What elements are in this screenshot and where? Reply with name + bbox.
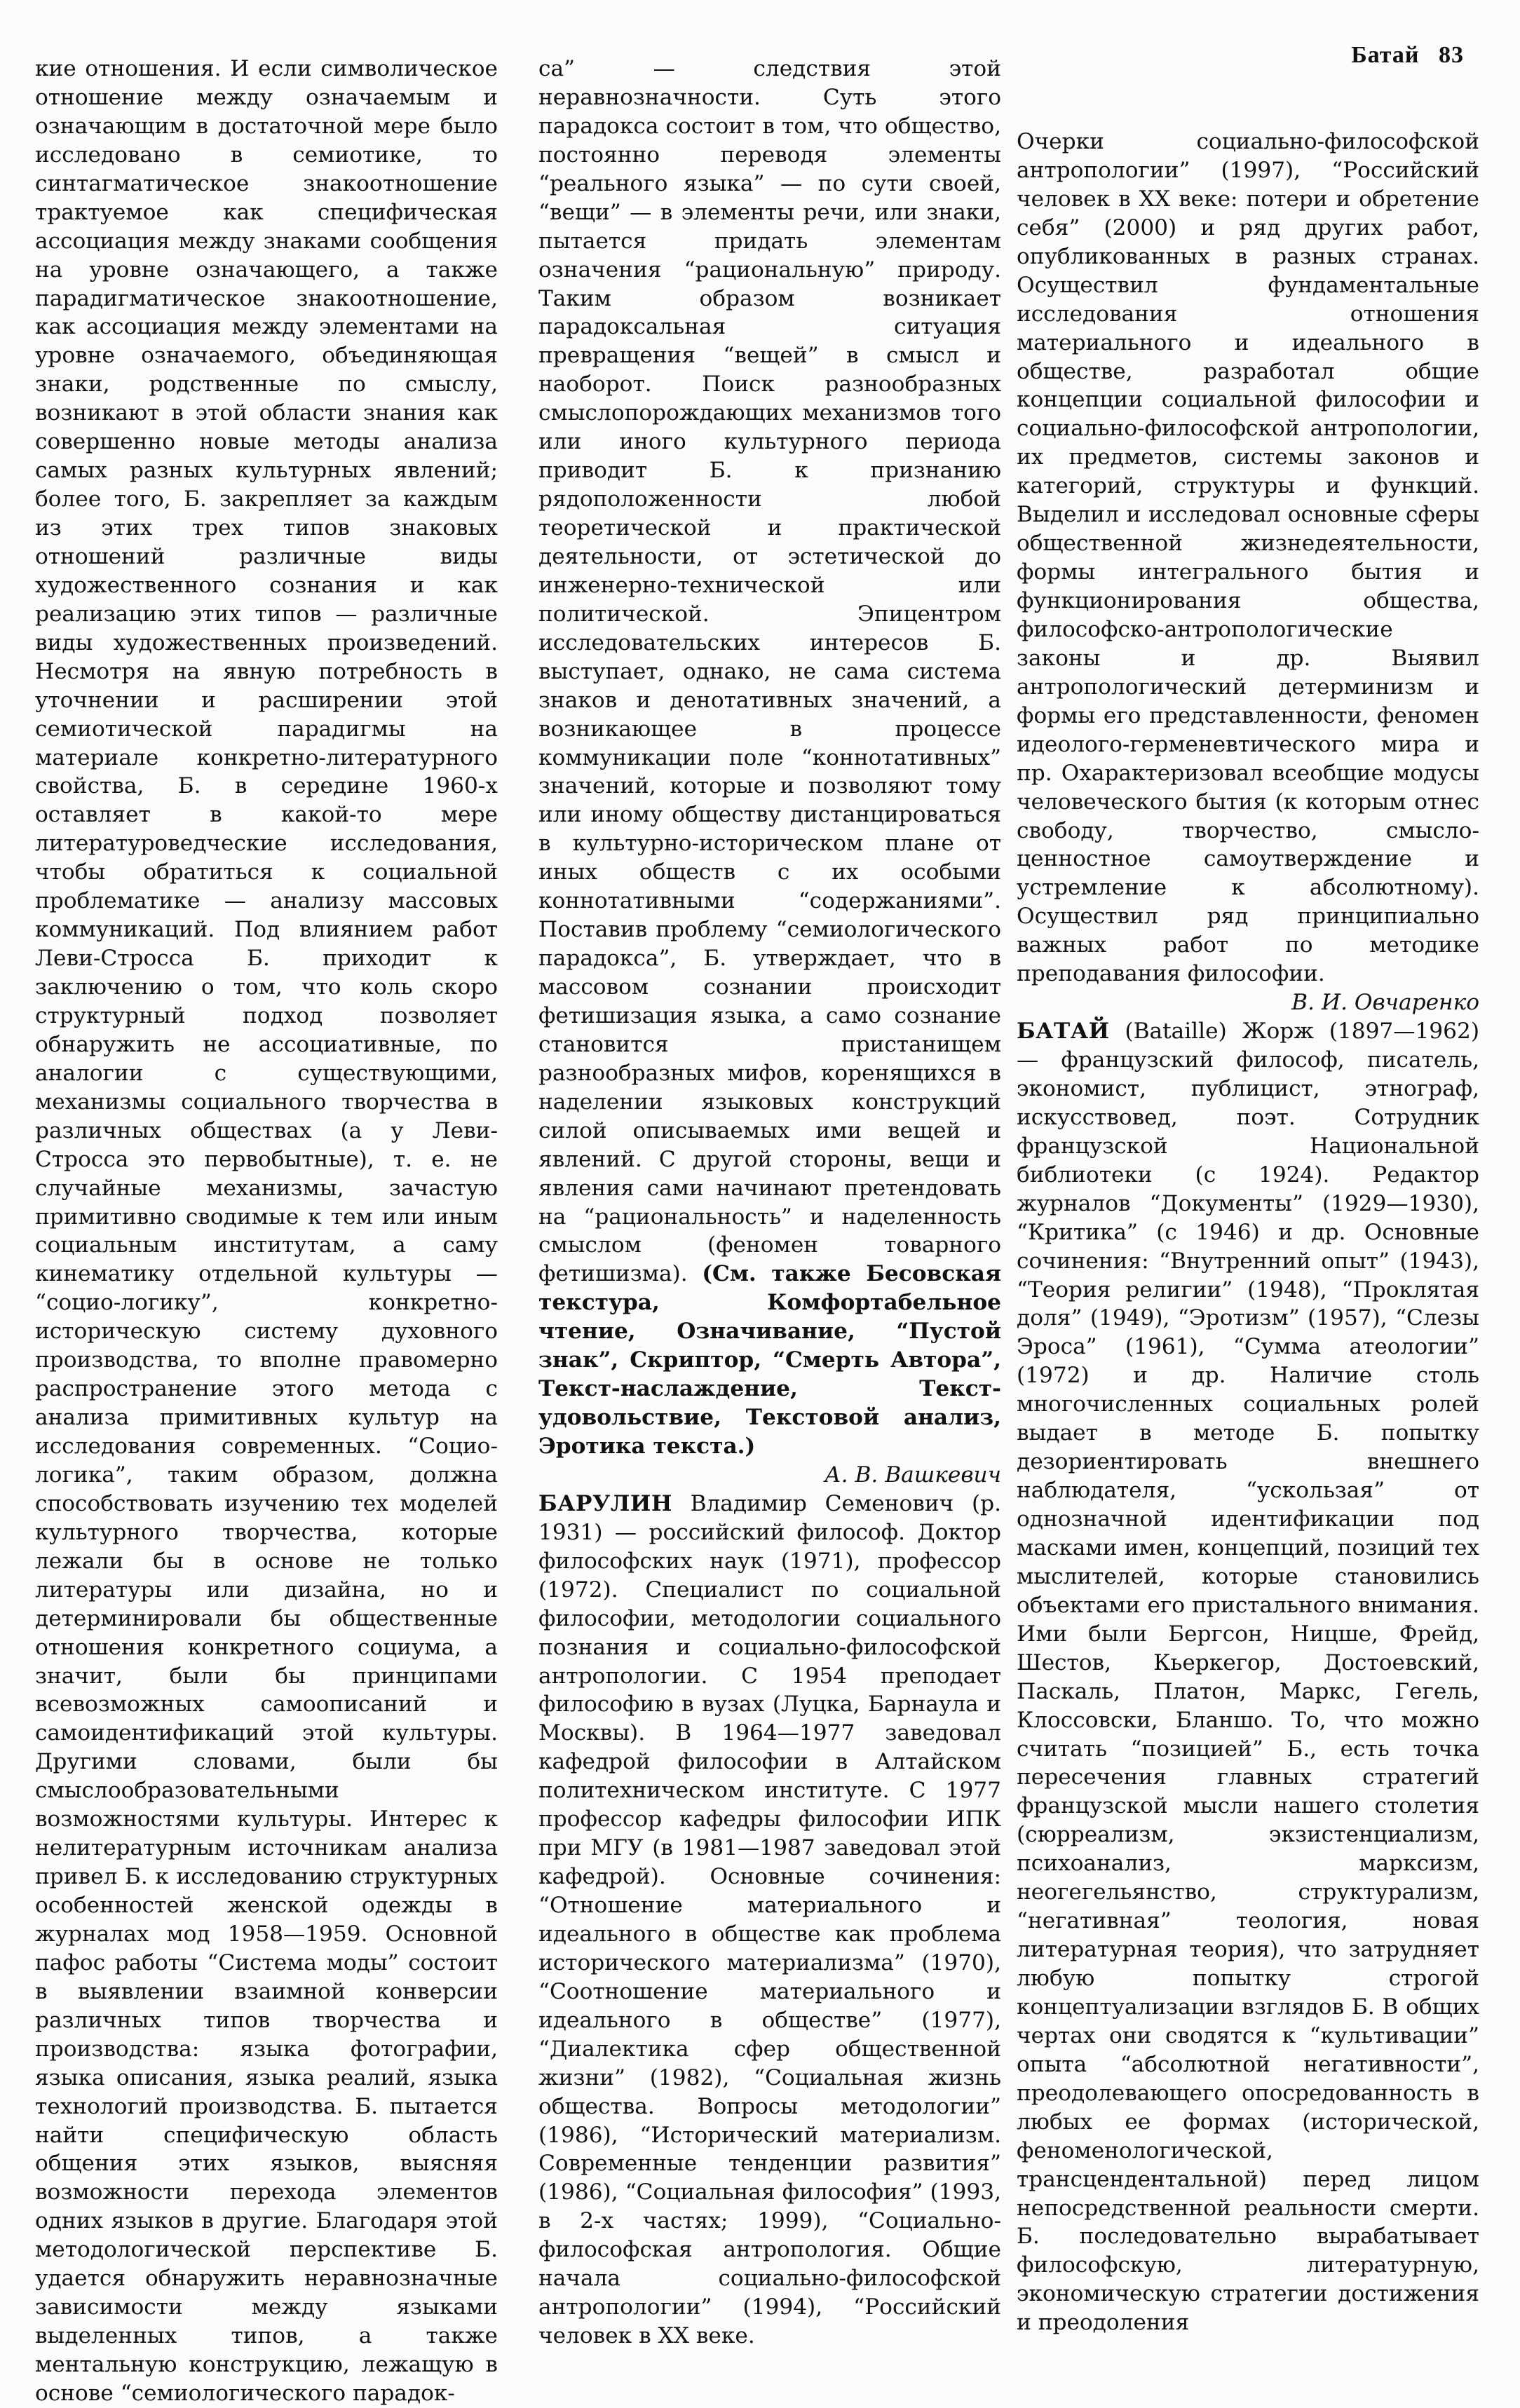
barulin-continuation: Очерки социально-философской антропологии” (1997), “Российский человек в XX веке: потери и обретение себя” (2000) и ряд других работ, опубликованных в разных странах. Осуществил фундаментальные исследования отношения материального и идеального в обществе, разработал общие концепции социальной философии и социально-философской антропологии, их предметов, системы законов и категорий, структуры и функций. Выделил и исследовал основные сферы общественной жизнедеятельности, формы интегрального бытия и функционирования общества, философско-антропологические законы и др. Выявил антропологический детерминизм и формы его представленности, феномен идеолого-герменевтического мира и пр. Охарактеризовал всеобщие модусы человеческого бытия (к которым отнес свободу, творчество, смысло-ценностное самоутверждение и устремление к абсолютному). Осуществил ряд принципиально важных работ по методике преподавания философии. [1017,129,1479,987]
entry-text-barulin: Владимир Семенович (р. 1931) — российский философ. Доктор философских наук (1971), профессор (1972). Специалист по социальной философии, методологии социального познания и социально-философской антропологии. С 1954 преподает философию в вузах (Луцка, Барнаула и Москвы). В 1964—1977 заведовал кафедрой философии в Алтайском политехническом институте. С 1977 профессор кафедры философии ИПК при МГУ (в 1981—1987 заведовал этой кафедрой). Основные сочинения: “Отношение материального и идеального в обществе как проблема исторического материализма” (1970), “Соотношение материального и идеального в обществе” (1977), “Диалектика сфер общественной жизни” (1982), “Социальная жизнь общества. Вопросы методологии” (1986), “Исторический материализм. Современные тенденции развития” (1986), “Социальная философия” (1993, в 2-х частях; 1999), “Социально-философская антропология. Общие начала социально-философской антропологии” (1994), “Российский человек в XX веке. [538,1490,1001,2349]
author-signature-2: В. И. Овчаренко [1291,990,1479,1016]
col1-paragraph: кие отношения. И если символическое отношение между означаемым и означающим в достаточной мере было исследовано в семиотике, то синтагматическое знакоотношение трактуемое как специфическая ассоциация между знаками сообщения на уровне означающего, а также парадигматическое знакоотношение, как ассоциация между элементами на уровне означаемого, объединяющая знаки, родственные по смыслу, возникают в этой области знания как совершенно новые методы анализа самых разных культурных явлений; более того, Б. закрепляет за каждым из этих трех типов знаковых отношений различные виды художественного сознания и как реализацию этих типов — различные виды художественных произведений. Несмотря на явную потребность в уточнении и расширении этой семиотической парадигмы на материале конкретно-литературного свойства, Б. в середине 1960-х оставляет в какой-то мере литературоведческие исследования, чтобы обратиться к социальной проблематике — анализу массовых коммуникаций. Под влиянием работ Леви-Стросса Б. приходит к заключению о том, что коль скоро структурный подход позволяет обнаружить не ассоциативные, по аналогии с существующими, механизмы социального творчества в различных обществах (а у Леви-Стросса это первобытные), т. е. не случайные механизмы, зачастую примитивно сводимые к тем или иным социальным институтам, а саму кинематику отдельной культуры — “социо-логику”, конкретно-историческую систему духовного производства, то вполне правомерно распространение этого метода с анализа примитивных культур на исследования современных. “Социо-логика”, таким образом, должна способствовать изучению тех моделей культурного творчества, которые лежали бы в основе не только литературы или дизайна, но и детерминировали бы общественные отношения конкретного социума, а значит, были бы принципами всевозможных самоописаний и самоидентификаций этой культуры. Другими словами, были бы смыслообразовательными возможностями культуры. Интерес к нелитературным источникам анализа привел Б. к исследованию структурных особенностей женской одежды в журналах мод 1958—1959. Основной пафос работы “Система моды” состоит в выявлении взаимной конверсии различных типов творчества и производства: языка фотографии, языка описания, языка реалий, языка технологий производства. Б. пытается найти специфическую область общения этих языков, выясняя возможности перехода элементов одних языков в другие. Благодаря этой методологической перспективе Б. удается обнаружить неравнозначные зависимости между языками выделенных типов, а также ментальную конструкцию, лежащую в основе “семиологического парадок- [35,56,498,2406]
entry-term-barulin: БАРУЛИН [538,1490,672,1516]
entry-term-batai: БАТАЙ [1017,1019,1110,1045]
header-title: Батай [1351,42,1420,68]
see-also-references: (См. также Бесовская текстура, Комфортабельное чтение, Означивание, “Пустой знак”, Скриптор, “Смерть Автора”, Текст-наслаждение, Текст-удовольствие, Текстовой анализ, Эротика текста.) [538,1261,1001,1459]
page-number: 83 [1439,42,1464,68]
column-2 [538,55,1001,2351]
running-header [1338,42,1464,69]
col2-paragraph [538,55,1001,1461]
entry-text-batai: (Bataille) Жорж (1897—1962) — французский философ, писатель, экономист, публицист, этнограф, искусствовед, поэт. Сотрудник французской Национальной библиотеки (с 1924). Редактор журналов “Документы” (1929—1930), “Критика” (с 1946) и др. Основные сочинения: “Внутренний опыт” (1943), “Теория религии” (1948), “Проклятая доля” (1949), “Эротизм” (1957), “Слезы Эроса” (1961), “Сумма атеологии” (1972) и др. Наличие столь многочисленных социальных ролей выдает в методе Б. попытку дезориентировать внешнего наблюдателя, “ускользая” от однозначной идентификации под масками имен, концепций, позиций тех мыслителей, которые становились объектами его пристального внимания. Ими были Бергсон, Ницше, Фрейд, Шестов, Кьеркегор, Достоевский, Паскаль, Платон, Маркс, Гегель, Клоссовски, Бланшо. То, что можно считать “позицией” Б., есть точка пересечения главных стратегий французской мысли нашего столетия (сюрреализм, экзистенциализм, психоанализ, марксизм, неогегельянство, структурализм, “негативная” теология, новая литературная теория), что затрудняет любую попытку строгой концептуализации взглядов Б. В общих чертах они сводятся к “культивации” опыта “абсолютной негативности”, преодолевающего опосредованность в любых ее формах (исторической, феноменологической, трансцендентальной) перед лицом непосредственной реальности смерти. Б. последовательно вырабатывает философскую, литературную, экономическую стратегии достижения и преодоления [1017,1019,1479,2336]
barthes-text-end: са” — следствия этой неравнозначности. Суть этого парадокса состоит в том, что общество, постоянно переводя элементы “реального языка” — по сути своей, “вещи” — в элементы речи, или знаки, пытается придать элементам означения “рациональную” природу. Таким образом возникает парадоксальная ситуация превращения “вещей” в смысл и наоборот. Поиск разнообразных смыслопорождающих механизмов того или иного культурного периода приводит Б. к признанию рядоположенности любой теоретической и практической деятельности, от эстетической до инженерно-технической или политической. Эпицентром исследовательских интересов Б. выступает, однако, не сама система знаков и денотативных значений, а возникающее в процессе коммуникации поле “коннотативных” значений, которые и позволяют тому или иному обществу дистанцироваться в культурно-историческом плане от иных обществ с их особыми коннотативными “содержаниями”. Поставив проблему “семиологического парадокса”, Б. утверждает, что в массовом сознании происходит фетишизация языка, а само сознание становится пристанищем разнообразных мифов, коренящихся в наделении языковых конструкций силой описываемых ими вещей и явлений. С другой стороны, вещи и явления сами начинают претендовать на “рациональность” и наделенность смыслом (феномен товарного фетишизма). [538,56,1001,1287]
column-3 [1017,128,1479,2337]
author-signature: А. В. Вашкевич [825,1462,1001,1488]
entry-batai [1017,1017,1479,2337]
entry-barulin [538,1490,1001,2351]
column-1 [35,55,498,2408]
